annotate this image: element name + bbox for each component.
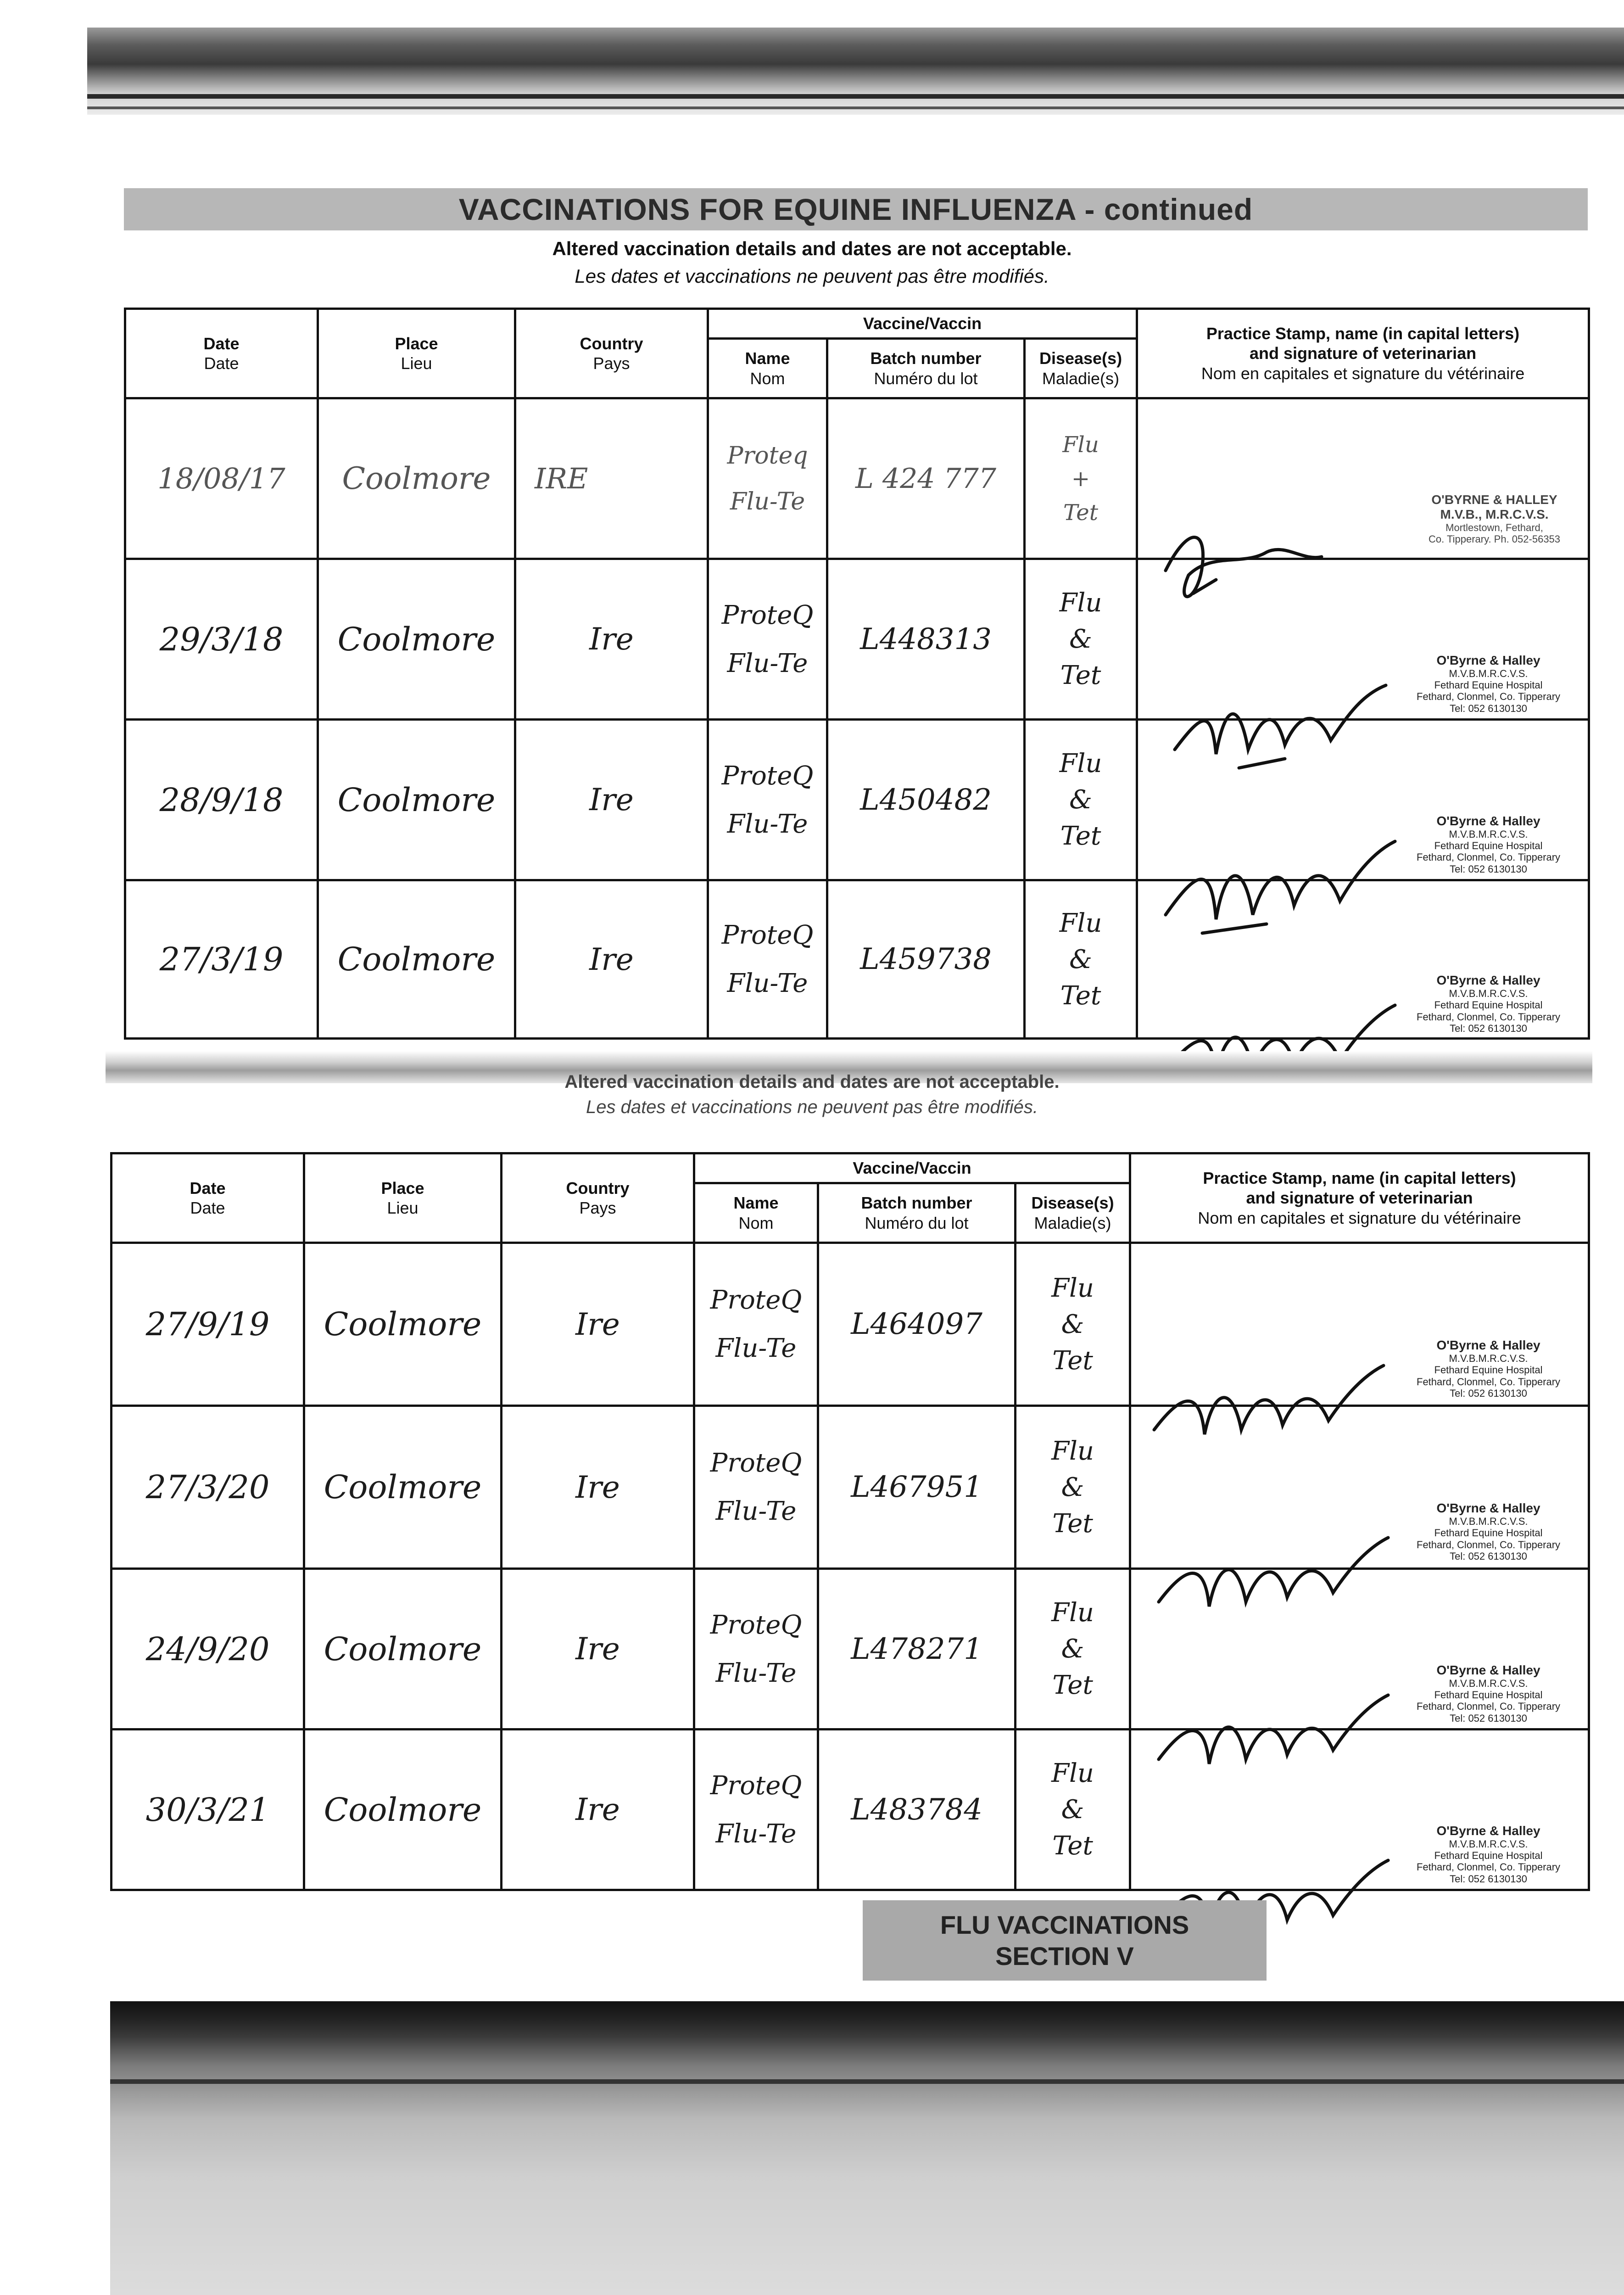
date-cell: 29/3/18 xyxy=(125,559,318,720)
header-disease: Disease(s) Maladie(s) xyxy=(1025,339,1137,398)
scan-rule xyxy=(87,94,1624,99)
date-cell: 27/3/19 xyxy=(125,880,318,1039)
signature xyxy=(1147,658,1404,777)
header-date: Date Date xyxy=(112,1153,304,1243)
place-cell: Coolmore xyxy=(318,720,515,880)
vaccination-table-2 xyxy=(110,1152,1590,1891)
batch-cell: L450482 xyxy=(827,720,1025,880)
vaccine-name-cell: ProteQ Flu-Te xyxy=(694,1730,818,1890)
disease-cell: Flu & Tet xyxy=(1025,559,1137,720)
batch-cell: L459738 xyxy=(827,880,1025,1039)
scan-rule xyxy=(110,2079,1624,2084)
notice-french: Les dates et vaccinations ne peuvent pas être modifiés. xyxy=(575,265,1049,287)
header-place: Place Lieu xyxy=(318,309,515,398)
batch-cell: L467951 xyxy=(818,1406,1016,1569)
stamp-cell xyxy=(1137,398,1589,559)
date-cell: 28/9/18 xyxy=(125,720,318,880)
scan-edge-top xyxy=(87,28,1624,115)
notice-french: Les dates et vaccinations ne peuvent pas être modifiés. xyxy=(586,1097,1038,1117)
batch-cell: L464097 xyxy=(818,1243,1016,1406)
disease-cell: Flu & Tet xyxy=(1025,880,1137,1039)
disease-cell: Flu & Tet xyxy=(1016,1569,1130,1730)
vaccine-name-cell: ProteQ Flu-Te xyxy=(708,880,827,1039)
practice-stamp: O'Byrne & Halley M.V.B.M.R.C.V.S. Fethard Equine Hospital Fethard, Clonmel, Co. Tipperary Tel: 052 6130130 xyxy=(1417,1662,1561,1724)
header-country: Country Pays xyxy=(515,309,708,398)
header-disease: Disease(s) Maladie(s) xyxy=(1016,1183,1130,1243)
country-cell: Ire xyxy=(502,1569,694,1730)
practice-stamp: O'Byrne & Halley M.V.B.M.R.C.V.S. Fethard Equine Hospital Fethard, Clonmel, Co. Tipperary Tel: 052 6130130 xyxy=(1417,1823,1561,1885)
scan-edge-bottom xyxy=(110,2001,1624,2295)
signature xyxy=(1147,497,1404,616)
date-cell: 18/08/17 xyxy=(125,398,318,559)
header-country: Country Pays xyxy=(502,1153,694,1243)
header-name: Name Nom xyxy=(694,1183,818,1243)
place-cell: Coolmore xyxy=(304,1569,502,1730)
practice-stamp: O'Byrne & Halley M.V.B.M.R.C.V.S. Fethard Equine Hospital Fethard, Clonmel, Co. Tipperary Tel: 052 6130130 xyxy=(1417,1338,1561,1399)
place-cell: Coolmore xyxy=(304,1730,502,1890)
place-cell: Coolmore xyxy=(304,1406,502,1569)
header-place: Place Lieu xyxy=(304,1153,502,1243)
disease-cell: Flu & Tet xyxy=(1025,720,1137,880)
date-cell: 27/3/20 xyxy=(112,1406,304,1569)
vaccine-name-cell: Proteq Flu-Te xyxy=(708,398,827,559)
place-cell: Coolmore xyxy=(318,880,515,1039)
table-row xyxy=(125,398,1589,559)
date-cell: 24/9/20 xyxy=(112,1569,304,1730)
disease-cell: Flu & Tet xyxy=(1016,1243,1130,1406)
practice-stamp: O'BYRNE & HALLEY M.V.B., M.R.C.V.S. Mortlestown, Fethard, Co. Tipperary. Ph. 052-56353 xyxy=(1429,492,1561,545)
country-cell: IRE xyxy=(515,398,708,559)
disease-cell: Flu & Tet xyxy=(1016,1730,1130,1890)
practice-stamp: O'Byrne & Halley M.V.B.M.R.C.V.S. Fethard Equine Hospital Fethard, Clonmel, Co. Tipperary Tel: 052 6130130 xyxy=(1417,813,1561,875)
header-name: Name Nom xyxy=(708,339,827,398)
scan-rule xyxy=(87,106,1624,109)
practice-stamp: O'Byrne & Halley M.V.B.M.R.C.V.S. Fethard Equine Hospital Fethard, Clonmel, Co. Tipperary Tel: 052 6130130 xyxy=(1417,653,1561,714)
batch-cell: L 424 777 xyxy=(827,398,1025,559)
country-cell: Ire xyxy=(502,1243,694,1406)
batch-cell: L483784 xyxy=(818,1730,1016,1890)
stamp-cell xyxy=(1130,1243,1589,1406)
place-cell: Coolmore xyxy=(318,559,515,720)
header-stamp: Practice Stamp, name (in capital letters) and signature of veterinarian Nom en capitales et signature du vétérinaire xyxy=(1130,1153,1589,1243)
disease-cell: Flu & Tet xyxy=(1016,1406,1130,1569)
date-cell: 27/9/19 xyxy=(112,1243,304,1406)
batch-cell: L448313 xyxy=(827,559,1025,720)
country-cell: Ire xyxy=(515,720,708,880)
practice-stamp: O'Byrne & Halley M.V.B.M.R.C.V.S. Fethard Equine Hospital Fethard, Clonmel, Co. Tipperary Tel: 052 6130130 xyxy=(1417,973,1561,1035)
country-cell: Ire xyxy=(515,559,708,720)
signature xyxy=(1140,1506,1397,1625)
vaccination-table-1 xyxy=(124,308,1590,1040)
batch-cell: L478271 xyxy=(818,1569,1016,1730)
place-cell: Coolmore xyxy=(304,1243,502,1406)
header-batch: Batch number Numéro du lot xyxy=(818,1183,1016,1243)
section-label: FLU VACCINATIONS SECTION V xyxy=(863,1900,1267,1981)
vaccine-name-cell: ProteQ Flu-Te xyxy=(694,1243,818,1406)
header-vaccine-group: Vaccine/Vaccin xyxy=(694,1153,1130,1183)
disease-cell: Flu + Tet xyxy=(1025,398,1137,559)
table-row xyxy=(112,1243,1589,1406)
vaccine-name-cell: ProteQ Flu-Te xyxy=(708,720,827,880)
page-title: VACCINATIONS FOR EQUINE INFLUENZA - continued xyxy=(124,188,1588,230)
date-cell: 30/3/21 xyxy=(112,1730,304,1890)
header-batch: Batch number Numéro du lot xyxy=(827,339,1025,398)
signature xyxy=(1140,1343,1397,1462)
vaccine-name-cell: ProteQ Flu-Te xyxy=(694,1569,818,1730)
practice-stamp: O'Byrne & Halley M.V.B.M.R.C.V.S. Fethard Equine Hospital Fethard, Clonmel, Co. Tipperary Tel: 052 6130130 xyxy=(1417,1501,1561,1562)
vaccine-name-cell: ProteQ Flu-Te xyxy=(694,1406,818,1569)
header-date: Date Date xyxy=(125,309,318,398)
country-cell: Ire xyxy=(515,880,708,1039)
signature xyxy=(1140,1668,1397,1787)
country-cell: Ire xyxy=(502,1406,694,1569)
place-cell: Coolmore xyxy=(318,398,515,559)
header-vaccine-group: Vaccine/Vaccin xyxy=(708,309,1137,339)
country-cell: Ire xyxy=(502,1730,694,1890)
vaccine-name-cell: ProteQ Flu-Te xyxy=(708,559,827,720)
header-stamp: Practice Stamp, name (in capital letters) and signature of veterinarian Nom en capitales et signature du vétérinaire xyxy=(1137,309,1589,398)
signature xyxy=(1147,818,1404,938)
notice-english: Altered vaccination details and dates are not acceptable. xyxy=(552,238,1072,259)
notice-english: Altered vaccination details and dates are not acceptable. xyxy=(564,1072,1060,1092)
